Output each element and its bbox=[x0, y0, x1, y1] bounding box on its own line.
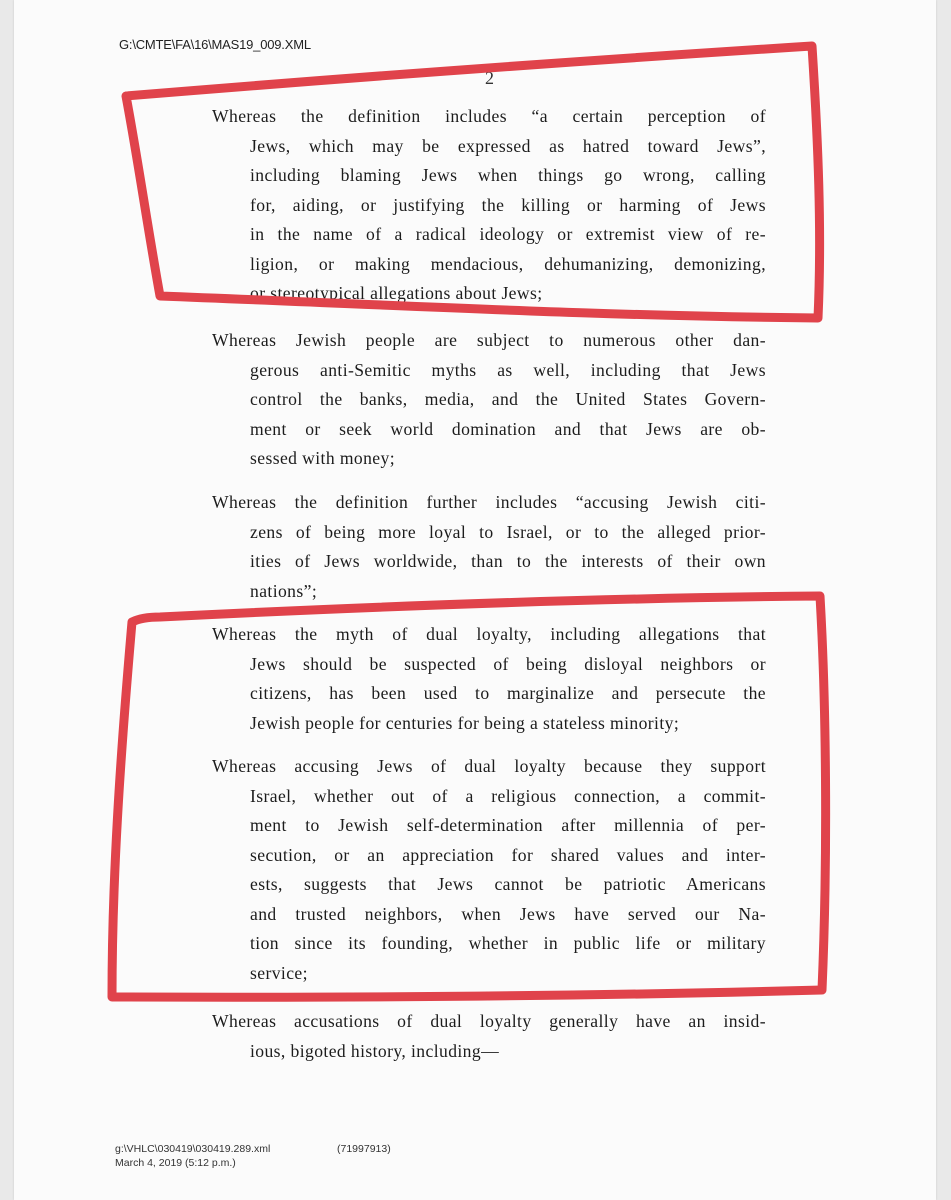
paragraph-line: in the name of a radical ideology or extremist view of re- bbox=[250, 224, 766, 244]
paragraph-line: Whereas the myth of dual loyalty, including allegations that bbox=[212, 624, 766, 644]
paragraph-line: Jews, which may be expressed as hatred toward Jews”, bbox=[250, 135, 766, 156]
whereas-paragraph bbox=[212, 326, 766, 474]
whereas-paragraph bbox=[212, 1007, 766, 1066]
paragraph-line: Whereas the definition includes “a certain perception of bbox=[212, 106, 766, 126]
whereas-paragraph bbox=[212, 620, 766, 738]
page-number: 2 bbox=[485, 68, 494, 88]
paragraph-line: citizens, has been used to marginalize and persecute the bbox=[250, 683, 766, 703]
paragraph-line: ities of Jews worldwide, than to the interests of their own bbox=[250, 551, 766, 571]
whereas-paragraph bbox=[212, 752, 766, 988]
paragraph-line: Whereas Jewish people are subject to numerous other dan- bbox=[212, 330, 766, 350]
paragraph-line: control the banks, media, and the United States Govern- bbox=[250, 389, 766, 409]
document-footer bbox=[115, 1142, 391, 1170]
paragraph-line: including blaming Jews when things go wrong, calling bbox=[250, 165, 766, 185]
paragraph-line: ligion, or making mendacious, dehumanizing, demonizing, bbox=[250, 253, 766, 274]
paragraph-line: service; bbox=[250, 962, 308, 983]
paragraph-line: nations”; bbox=[250, 580, 318, 601]
paragraph-line: ment to Jewish self-determination after millennia of per- bbox=[250, 815, 766, 835]
footer-date: March 4, 2019 (5:12 p.m.) bbox=[115, 1157, 236, 1169]
paragraph-line: Whereas accusing Jews of dual loyalty because they support bbox=[212, 756, 766, 776]
whereas-paragraph bbox=[212, 102, 766, 309]
paragraph-line: Jews should be suspected of being disloyal neighbors or bbox=[250, 653, 766, 674]
paragraph-line: sessed with money; bbox=[250, 448, 396, 468]
paragraph-line: Jewish people for centuries for being a stateless minority; bbox=[250, 712, 680, 733]
paragraph-line: Whereas the definition further includes “accusing Jewish citi- bbox=[212, 492, 766, 512]
paragraph-line: for, aiding, or justifying the killing or harming of Jews bbox=[250, 194, 766, 215]
paragraph-line: ious, bigoted history, including— bbox=[250, 1040, 500, 1061]
paragraph-line: ests, suggests that Jews cannot be patriotic Americans bbox=[250, 874, 766, 894]
footer-file-ref: g:\VHLC\030419\030419.289.xml bbox=[115, 1143, 271, 1155]
paragraph-line: secution, or an appreciation for shared values and inter- bbox=[250, 844, 766, 865]
paragraph-line: Whereas accusations of dual loyalty generally have an insid- bbox=[212, 1011, 766, 1031]
footer-doc-code: (71997913) bbox=[337, 1143, 391, 1155]
paragraph-line: and trusted neighbors, when Jews have served our Na- bbox=[250, 903, 766, 924]
paragraph-line: tion since its founding, whether in public life or military bbox=[250, 933, 766, 953]
paragraph-line: zens of being more loyal to Israel, or to the alleged prior- bbox=[250, 521, 766, 542]
paragraph-line: Israel, whether out of a religious connection, a commit- bbox=[250, 785, 766, 806]
file-path-header: G:\CMTE\FA\16\MAS19_009.XML bbox=[119, 37, 311, 52]
paragraph-line: gerous anti-Semitic myths as well, including that Jews bbox=[250, 359, 766, 380]
paragraph-line: ment or seek world domination and that Jews are ob- bbox=[250, 418, 766, 439]
document-page bbox=[14, 0, 936, 1200]
whereas-paragraph bbox=[212, 488, 766, 606]
paragraph-line: or stereotypical allegations about Jews; bbox=[250, 283, 543, 303]
